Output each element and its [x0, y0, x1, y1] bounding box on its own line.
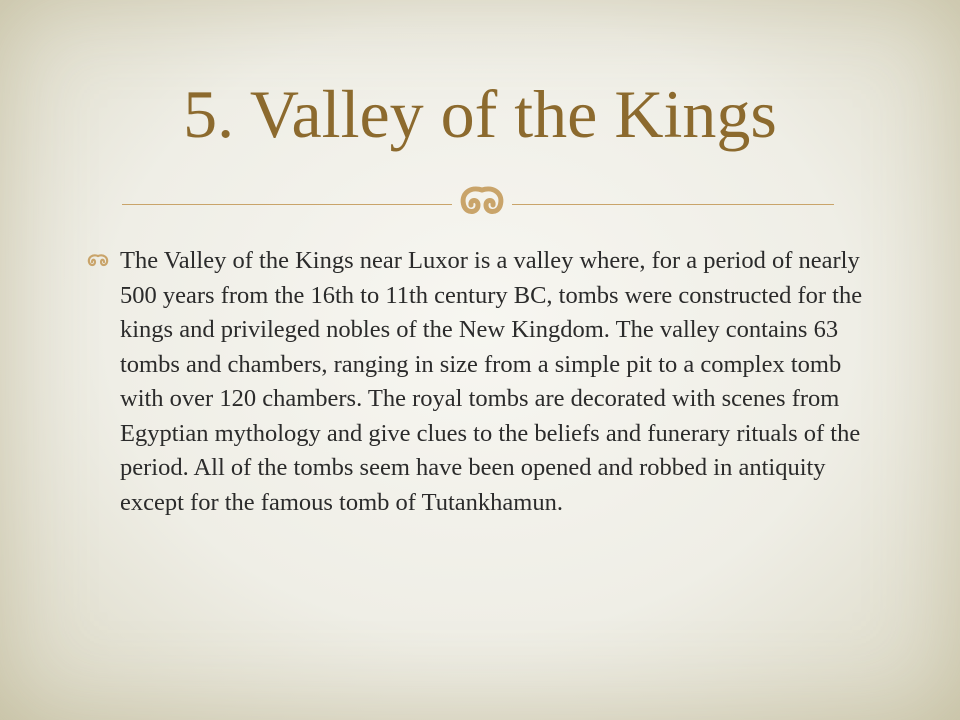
ornament-divider-icon — [452, 180, 512, 228]
bullet-item — [84, 244, 884, 520]
title-divider-right — [512, 204, 834, 205]
ornamental-bullet-icon — [84, 244, 120, 279]
bullet-text: The Valley of the Kings near Luxor is a valley where, for a period of nearly 500 years from the 16th to 11th century BC, tombs were constructed for the kings and privileged nobles of the New Kingdom. The valley contains 63 tombs and chambers, ranging in size from a simple pit to a complex tomb with over 120 chambers. The royal tombs are decorated with scenes from Egyptian mythology and give clues to the beliefs and funerary rituals of the period. All of the tombs seem have been opened and robbed in antiquity except for the famous tomb of Tutankhamun. — [120, 247, 863, 516]
slide-body — [84, 244, 884, 520]
title-divider-left — [122, 204, 452, 205]
slide-title: 5. Valley of the Kings — [183, 76, 777, 152]
